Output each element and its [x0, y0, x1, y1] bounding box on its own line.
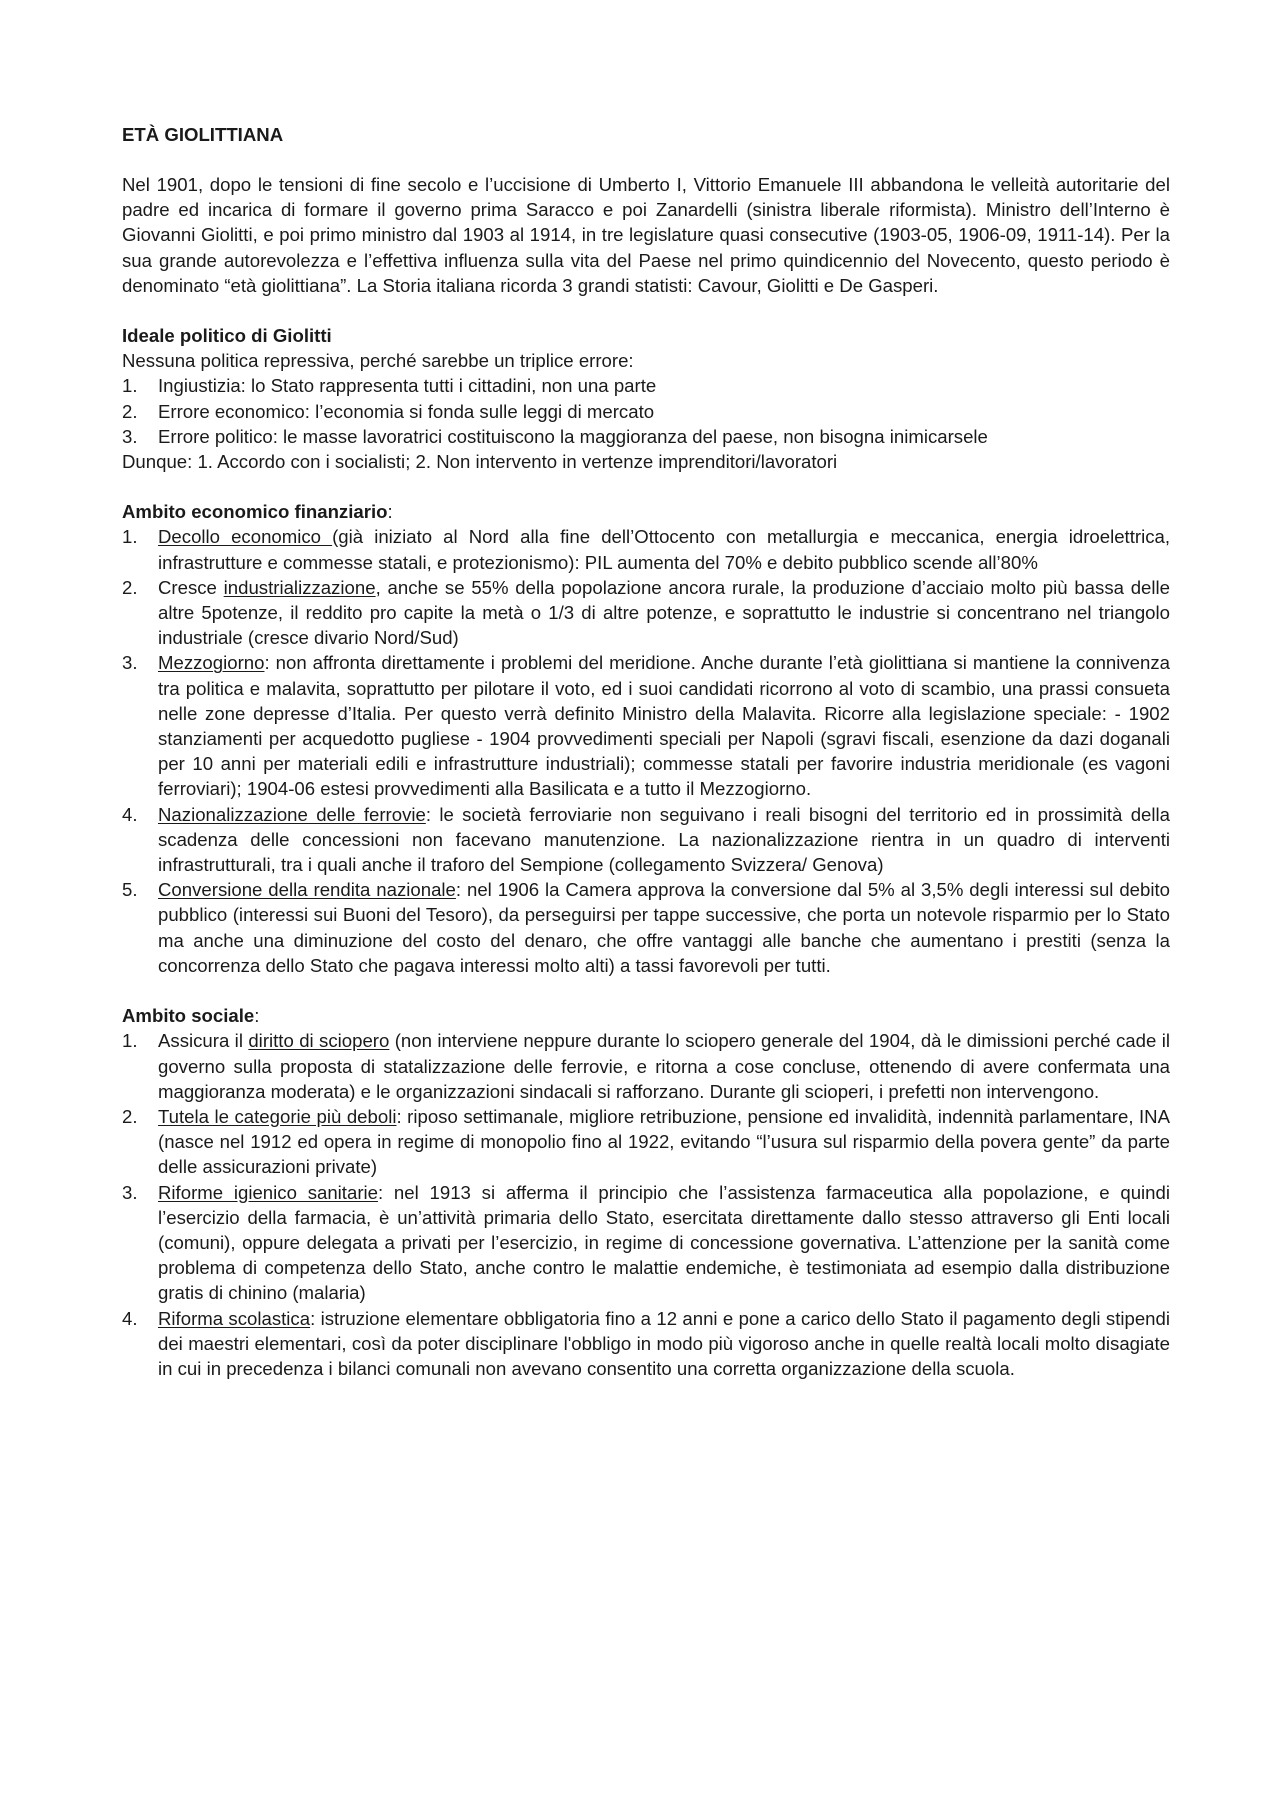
economico-heading-text: Ambito economico finanziario: [122, 501, 388, 523]
list-item: [122, 877, 1170, 978]
list-keyword: Decollo economico: [158, 526, 333, 548]
document-page: [122, 122, 1170, 1381]
list-text-post: (già iniziato al Nord alla fine dell’Ottocento con metallurgia e meccanica, energia idroelettrica, infrastrutture e commesse statali, e protezionismo): PIL aumenta del 70% e debito pubblico scende all’80%: [158, 526, 1171, 573]
list-number: 3.: [122, 1181, 138, 1203]
ideale-list: [122, 373, 1170, 449]
list-item: [122, 399, 1170, 424]
list-keyword: diritto di sciopero: [248, 1030, 390, 1052]
list-number: 4.: [122, 803, 138, 825]
sociale-heading-text: Ambito sociale: [122, 1005, 255, 1027]
list-keyword: Mezzogiorno: [158, 652, 265, 674]
list-number: 1.: [122, 526, 138, 548]
list-item: [122, 1028, 1170, 1104]
list-text-post: : nel 1913 si afferma il principio che l’assistenza farmaceutica alla popolazione, e quindi l’esercizio della farmacia, è un’attività primaria dello Stato, esercitata direttamente dallo stesso attraverso gli Enti locali (comuni), oppure delegata a privati per l’esercizio, in regime di concessione governativa. L’attenzione per la sanità come problema di competenza dello Stato, anche contro le malattie endemiche, è testimoniata ad esempio dalla distribuzione gratis di chinino (malaria): [158, 1181, 1170, 1304]
list-item: [122, 1306, 1170, 1382]
list-text-pre: Cresce: [158, 576, 224, 598]
list-number: 2.: [122, 576, 138, 598]
list-item: [122, 1104, 1170, 1180]
economico-list: [122, 524, 1170, 978]
sociale-heading-colon: :: [254, 1005, 260, 1027]
intro-paragraph: Nel 1901, dopo le tensioni di fine secolo e l’uccisione di Umberto I, Vittorio Emanuele III abbandona le velleità autoritarie del padre ed incarica di formare il governo prima Saracco e poi Zanardelli (sinistra liberale riformista). Ministro dell’Interno è Giovanni Giolitti, e poi primo ministro dal 1903 al 1914, in tre legislature quasi consecutive (1903-05, 1906-09, 1911-14). Per la sua grande autorevolezza e l’effettiva influenza sulla vita del Paese nel primo quindicennio del Novecento, questo periodo è denominato “età giolittiana”. La Storia italiana ricorda 3 grandi statisti: Cavour, Giolitti e De Gasperi.: [122, 174, 1170, 296]
sociale-list: [122, 1028, 1170, 1381]
list-number: 4.: [122, 1307, 138, 1329]
list-keyword: Conversione della rendita nazionale: [158, 879, 456, 901]
list-text-pre: Assicura il: [158, 1030, 249, 1052]
list-number: 3.: [122, 425, 138, 447]
list-text-post: : nel 1906 la Camera approva la conversione dal 5% al 3,5% degli interessi sul debito pubblico (interessi sui Buoni del Tesoro), da perseguirsi per tappe successive, che porta un notevole risparmio per lo Stato ma anche una diminuzione del costo del denaro, che offre vantaggi alle banche che aumentano i prestiti (senza la concorrenza dello Stato che pagava interessi molto alti) a tassi favorevoli per tutti.: [158, 879, 1170, 976]
list-item: [122, 575, 1170, 651]
list-text-post: : istruzione elementare obbligatoria fino a 12 anni e pone a carico dello Stato il pagamento degli stipendi dei maestri elementari, così da poter disciplinare l'obbligo in modo più vigoroso anche in quelle realtà locali molto disagiate in cui in precedenza i bilanci comunali non avevano consentito una corretta organizzazione della scuola.: [158, 1307, 1170, 1379]
list-keyword: Tutela le categorie più deboli: [158, 1105, 397, 1127]
list-text: Ingiustizia: lo Stato rappresenta tutti i cittadini, non una parte: [158, 375, 657, 397]
list-keyword: Riforma scolastica: [158, 1307, 311, 1329]
list-item: [122, 424, 1170, 449]
list-number: 2.: [122, 400, 138, 422]
list-keyword: industrializzazione: [223, 576, 376, 598]
list-item: [122, 1180, 1170, 1306]
list-number: 1.: [122, 1030, 138, 1052]
list-number: 5.: [122, 879, 138, 901]
economico-heading-colon: :: [387, 501, 393, 523]
list-item: [122, 650, 1170, 801]
list-keyword: Riforme igienico sanitarie: [158, 1181, 378, 1203]
list-text: Errore economico: l’economia si fonda sulle leggi di mercato: [158, 400, 655, 422]
ideale-conclusion: Dunque: 1. Accordo con i socialisti; 2. Non intervento in vertenze imprenditori/lavoratori: [122, 451, 838, 473]
list-text-post: (non interviene neppure durante lo sciopero generale del 1904, dà le dimissioni perché cade il governo sulla proposta di statalizzazione delle ferrovie, e ritorna a cose concluse, ottenendo di avere confermata una maggioranza moderata) e le organizzazioni sindacali si rafforzano. Durante gli scioperi, i prefetti non intervengono.: [158, 1030, 1170, 1102]
sociale-heading: [122, 1003, 1170, 1028]
list-keyword: Nazionalizzazione delle ferrovie: [158, 803, 426, 825]
list-text-post: : le società ferroviarie non seguivano i reali bisogni del territorio ed in prossimità della scadenza delle concessioni non facevano manutenzione. La nazionalizzazione rientra in un quadro di interventi infrastrutturali, tra i quali anche il traforo del Sempione (collegamento Svizzera/ Genova): [158, 803, 1170, 876]
list-text-post: , anche se 55% della popolazione ancora rurale, la produzione d’acciaio molto più bassa delle altre 5potenze, il reddito pro capite la metà o 1/3 di altre potenze, e soprattutto le industrie si concentrano nel triangolo industriale (cresce divario Nord/Sud): [158, 576, 1171, 649]
ideale-lead: Nessuna politica repressiva, perché sarebbe un triplice errore:: [122, 350, 634, 372]
ideale-heading: Ideale politico di Giolitti: [122, 325, 332, 347]
list-text-post: : non affronta direttamente i problemi del meridione. Anche durante l’età giolittiana si mantiene la connivenza tra politica e malavita, soprattutto per pilotare il voto, ed i suoi candidati ricorrono al voto di scambio, una prassi consueta nelle zone depresse d’Italia. Per questo verrà definito Ministro della Malavita. Ricorre alla legislazione speciale: - 1902 stanziamenti per acquedotto pugliese - 1904 provvedimenti speciali per Napoli (sgravi fiscali, esenzione da dazi doganali per 10 anni per materiali edili e infrastrutture industriali); commesse statali per favorire industria meridionale (es vagoni ferroviari); 1904-06 estesi provvedimenti alla Basilicata e a tutto il Mezzogiorno.: [158, 652, 1170, 800]
list-number: 2.: [122, 1105, 138, 1127]
list-text-post: : riposo settimanale, migliore retribuzione, pensione ed invalidità, indennità parlamentare, INA (nasce nel 1912 ed opera in regime di monopolio fino al 1922, evitando “l’usura sul risparmio della povera gente” da parte delle assicurazioni private): [158, 1105, 1170, 1178]
list-number: 1.: [122, 375, 138, 397]
list-number: 3.: [122, 652, 138, 674]
list-item: [122, 802, 1170, 878]
economico-heading: [122, 499, 1170, 524]
list-item: [122, 373, 1170, 398]
document-title: ETÀ GIOLITTIANA: [122, 124, 284, 145]
list-item: [122, 524, 1170, 574]
list-text: Errore politico: le masse lavoratrici costituiscono la maggioranza del paese, non bisogna inimicarsele: [158, 425, 988, 447]
